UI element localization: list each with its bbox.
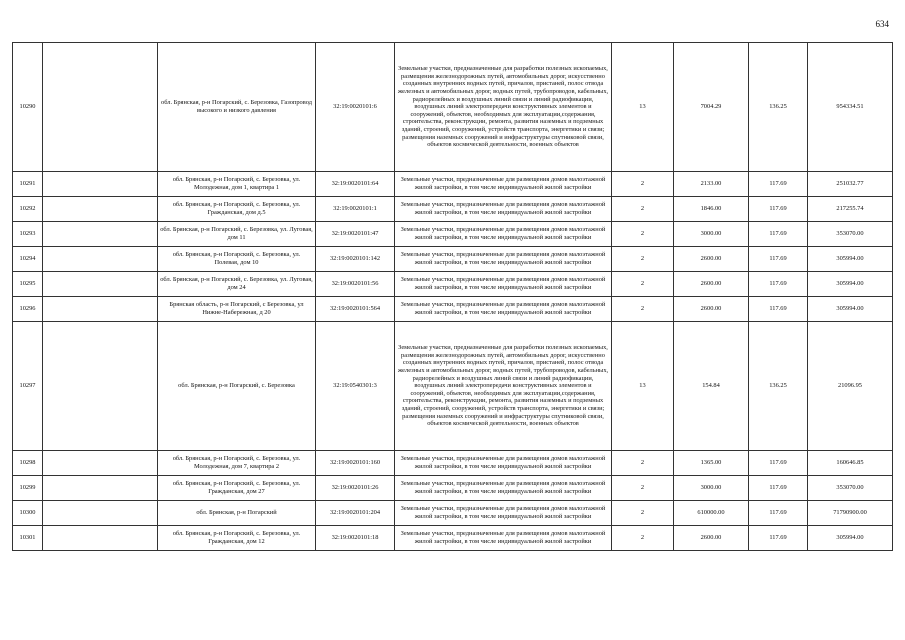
area-cell: 7004.29 <box>674 43 749 172</box>
cadastral-cost-cell: 305994.00 <box>808 526 893 551</box>
table-body <box>13 43 893 551</box>
cadastral-number-cell: 32:19:0020101:26 <box>316 476 395 501</box>
cadastral-number-cell: 32:19:0020101:142 <box>316 247 395 272</box>
specific-value-cell: 136.25 <box>749 322 808 451</box>
area-cell: 1846.00 <box>674 197 749 222</box>
cadastral-number-cell: 32:19:0020101:204 <box>316 501 395 526</box>
address-cell: обл. Брянская, р-н Погарский, с. Березовка <box>158 322 316 451</box>
land-use-category-cell: Земельные участки, предназначенные для размещения домов малоэтажной жилой застройки, в том числе индивидуальной жилой застройки <box>395 197 612 222</box>
row-number: 10290 <box>13 43 43 172</box>
address-cell: обл. Брянская, р-н Погарский, с. Березовка, ул. Луговая, дом 11 <box>158 222 316 247</box>
specific-value-cell: 117.69 <box>749 526 808 551</box>
empty-cell <box>43 297 158 322</box>
cadastral-value-table <box>12 42 893 551</box>
cadastral-number-cell: 32:19:0020101:56 <box>316 272 395 297</box>
address-cell: обл. Брянская, р-н Погарский <box>158 501 316 526</box>
empty-cell <box>43 476 158 501</box>
area-cell: 2133.00 <box>674 172 749 197</box>
address-cell: Брянская область, р-н Погарский, с Березовка, ул Нижне-Набережная, д 20 <box>158 297 316 322</box>
table-row <box>13 476 893 501</box>
specific-value-cell: 117.69 <box>749 197 808 222</box>
land-use-category-cell: Земельные участки, предназначенные для разработки полезных ископаемых, размещения железнодорожных путей, автомобильных дорог, искусственно созданных внутренних водных путей, причалов, пристаней, полос отвода железных и автомобильных дорог, водных путей, трубопроводов, кабельных, радиорелейных и воздушных линий связи и линий радиофикации, воздушных линий электропередачи конструктивных элементов и сооружений, объектов, необходимых для эксплуатации,содержания, строительства, реконструкции, ремонта, развития наземных и подземных зданий, строений, сооружений, устройств транспорта, энергетики и связи; размещения наземных сооружений и инфраструктуры спутниковой связи, объектов космической деятельности, военных объектов <box>395 43 612 172</box>
land-use-category-cell: Земельные участки, предназначенные для размещения домов малоэтажной жилой застройки, в том числе индивидуальной жилой застройки <box>395 476 612 501</box>
row-number: 10301 <box>13 526 43 551</box>
row-number: 10293 <box>13 222 43 247</box>
group-number-cell: 13 <box>612 322 674 451</box>
empty-cell <box>43 322 158 451</box>
specific-value-cell: 117.69 <box>749 451 808 476</box>
cadastral-number-cell: 32:19:0020101:47 <box>316 222 395 247</box>
table-row <box>13 297 893 322</box>
empty-cell <box>43 526 158 551</box>
group-number-cell: 2 <box>612 297 674 322</box>
row-number: 10297 <box>13 322 43 451</box>
area-cell: 2600.00 <box>674 272 749 297</box>
cadastral-cost-cell: 217255.74 <box>808 197 893 222</box>
cadastral-number-cell: 32:19:0020101:64 <box>316 172 395 197</box>
land-use-category-cell: Земельные участки, предназначенные для размещения домов малоэтажной жилой застройки, в том числе индивидуальной жилой застройки <box>395 501 612 526</box>
row-number: 10292 <box>13 197 43 222</box>
cadastral-cost-cell: 954334.51 <box>808 43 893 172</box>
cadastral-number-cell: 32:19:0020101:18 <box>316 526 395 551</box>
land-use-category-cell: Земельные участки, предназначенные для размещения домов малоэтажной жилой застройки, в том числе индивидуальной жилой застройки <box>395 297 612 322</box>
table-row <box>13 172 893 197</box>
area-cell: 2600.00 <box>674 526 749 551</box>
cadastral-number-cell: 32:19:0540301:3 <box>316 322 395 451</box>
address-cell: обл. Брянская, р-н Погарский, с. Березовка, ул. Гражданская, дом д.5 <box>158 197 316 222</box>
cadastral-cost-cell: 353070.00 <box>808 476 893 501</box>
area-cell: 1365.00 <box>674 451 749 476</box>
group-number-cell: 2 <box>612 172 674 197</box>
address-cell: обл. Брянская, р-н Погарский, с. Березовка, ул. Гражданская, дом 27 <box>158 476 316 501</box>
cadastral-number-cell: 32:19:0020101:160 <box>316 451 395 476</box>
land-use-category-cell: Земельные участки, предназначенные для размещения домов малоэтажной жилой застройки, в том числе индивидуальной жилой застройки <box>395 451 612 476</box>
group-number-cell: 2 <box>612 272 674 297</box>
area-cell: 3000.00 <box>674 476 749 501</box>
cadastral-number-cell: 32:19:0020101:6 <box>316 43 395 172</box>
address-cell: обл. Брянская, р-н Погарский, с. Березовка, ул. Молодежная, дом 7, квартира 2 <box>158 451 316 476</box>
table-row <box>13 197 893 222</box>
land-use-category-cell: Земельные участки, предназначенные для размещения домов малоэтажной жилой застройки, в том числе индивидуальной жилой застройки <box>395 222 612 247</box>
specific-value-cell: 117.69 <box>749 172 808 197</box>
address-cell: обл. Брянская, р-н Погарский, с. Березовка, ул. Гражданская, дом 12 <box>158 526 316 551</box>
empty-cell <box>43 247 158 272</box>
row-number: 10298 <box>13 451 43 476</box>
specific-value-cell: 117.69 <box>749 476 808 501</box>
land-use-category-cell: Земельные участки, предназначенные для размещения домов малоэтажной жилой застройки, в том числе индивидуальной жилой застройки <box>395 172 612 197</box>
table-row <box>13 43 893 172</box>
group-number-cell: 2 <box>612 197 674 222</box>
page-number: 634 <box>875 19 889 29</box>
row-number: 10295 <box>13 272 43 297</box>
empty-cell <box>43 451 158 476</box>
area-cell: 154.84 <box>674 322 749 451</box>
specific-value-cell: 117.69 <box>749 247 808 272</box>
address-cell: обл. Брянская, р-н Погарский, с. Березовка, Газопровод высокого и низкого давления <box>158 43 316 172</box>
specific-value-cell: 117.69 <box>749 501 808 526</box>
table-row <box>13 501 893 526</box>
cadastral-cost-cell: 305994.00 <box>808 247 893 272</box>
cadastral-cost-cell: 305994.00 <box>808 297 893 322</box>
empty-cell <box>43 222 158 247</box>
empty-cell <box>43 197 158 222</box>
cadastral-cost-cell: 71790900.00 <box>808 501 893 526</box>
row-number: 10300 <box>13 501 43 526</box>
address-cell: обл. Брянская, р-н Погарский, с. Березовка, ул. Луговая, дом 24 <box>158 272 316 297</box>
table-row <box>13 451 893 476</box>
specific-value-cell: 117.69 <box>749 222 808 247</box>
table-row <box>13 272 893 297</box>
land-use-category-cell: Земельные участки, предназначенные для разработки полезных ископаемых, размещения железнодорожных путей, автомобильных дорог, искусственно созданных внутренних водных путей, причалов, пристаней, полос отвода железных и автомобильных дорог, водных путей, трубопроводов, кабельных, радиорелейных и воздушных линий связи и линий радиофикации, воздушных линий электропередачи конструктивных элементов и сооружений, объектов, необходимых для эксплуатации,содержания, строительства, реконструкции, ремонта, развития наземных и подземных зданий, строений, сооружений, устройств транспорта, энергетики и связи; размещения наземных сооружений и инфраструктуры спутниковой связи, объектов космической деятельности, военных объектов <box>395 322 612 451</box>
group-number-cell: 2 <box>612 247 674 272</box>
table-row <box>13 222 893 247</box>
cadastral-number-cell: 32:19:0020101:1 <box>316 197 395 222</box>
area-cell: 610000.00 <box>674 501 749 526</box>
area-cell: 2600.00 <box>674 297 749 322</box>
row-number: 10299 <box>13 476 43 501</box>
group-number-cell: 2 <box>612 476 674 501</box>
address-cell: обл. Брянская, р-н Погарский, с. Березовка, ул. Молодежная, дом 1, квартира 1 <box>158 172 316 197</box>
empty-cell <box>43 501 158 526</box>
cadastral-cost-cell: 251032.77 <box>808 172 893 197</box>
row-number: 10291 <box>13 172 43 197</box>
row-number: 10294 <box>13 247 43 272</box>
row-number: 10296 <box>13 297 43 322</box>
group-number-cell: 2 <box>612 222 674 247</box>
land-use-category-cell: Земельные участки, предназначенные для размещения домов малоэтажной жилой застройки, в том числе индивидуальной жилой застройки <box>395 272 612 297</box>
address-cell: обл. Брянская, р-н Погарский, с. Березовка, ул. Полевая, дом 10 <box>158 247 316 272</box>
land-use-category-cell: Земельные участки, предназначенные для размещения домов малоэтажной жилой застройки, в том числе индивидуальной жилой застройки <box>395 247 612 272</box>
cadastral-cost-cell: 353070.00 <box>808 222 893 247</box>
cadastral-cost-cell: 160646.85 <box>808 451 893 476</box>
empty-cell <box>43 43 158 172</box>
empty-cell <box>43 172 158 197</box>
cadastral-number-cell: 32:19:0020101:564 <box>316 297 395 322</box>
specific-value-cell: 136.25 <box>749 43 808 172</box>
cadastral-cost-cell: 21096.95 <box>808 322 893 451</box>
specific-value-cell: 117.69 <box>749 272 808 297</box>
land-use-category-cell: Земельные участки, предназначенные для размещения домов малоэтажной жилой застройки, в том числе индивидуальной жилой застройки <box>395 526 612 551</box>
table-row <box>13 247 893 272</box>
group-number-cell: 2 <box>612 501 674 526</box>
group-number-cell: 2 <box>612 451 674 476</box>
area-cell: 2600.00 <box>674 247 749 272</box>
table-row <box>13 526 893 551</box>
cadastral-cost-cell: 305994.00 <box>808 272 893 297</box>
empty-cell <box>43 272 158 297</box>
table-row <box>13 322 893 451</box>
group-number-cell: 13 <box>612 43 674 172</box>
specific-value-cell: 117.69 <box>749 297 808 322</box>
area-cell: 3000.00 <box>674 222 749 247</box>
group-number-cell: 2 <box>612 526 674 551</box>
